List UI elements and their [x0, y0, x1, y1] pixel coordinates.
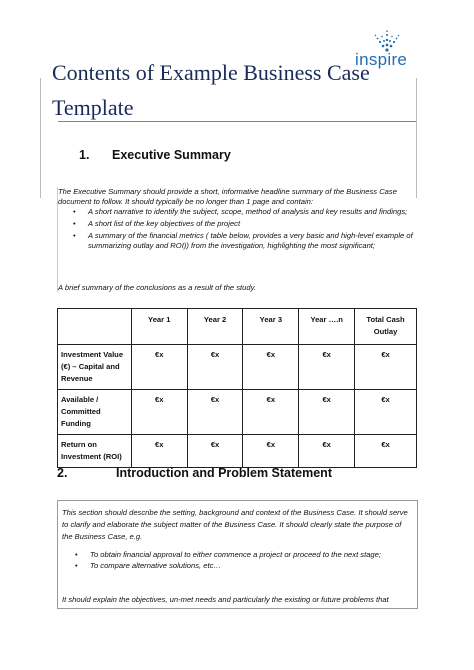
- section-1-heading: [79, 148, 231, 162]
- table-cell: €x: [131, 435, 187, 468]
- table-header-row: [58, 309, 417, 345]
- executive-summary-conclusion: A brief summary of the conclusions as a result of the study.: [58, 283, 256, 292]
- table-header-cell: Year ….n: [299, 309, 355, 345]
- table-cell: €x: [131, 390, 187, 435]
- introduction-body: [57, 500, 418, 609]
- list-item: • To compare alternative solutions, etc…: [75, 561, 221, 570]
- table-row: [58, 390, 417, 435]
- row-label: Investment Value (€) – Capital and Revenue: [58, 345, 132, 390]
- table-cell: €x: [355, 345, 417, 390]
- list-item: • A summary of the financial metrics ( table below, provides a very basic and high-level example of summarizing outlay and ROI)) from the investigation, highlighting the most significant;: [73, 231, 413, 250]
- table-cell: €x: [243, 345, 299, 390]
- table-cell: €x: [299, 390, 355, 435]
- table-cell: €x: [299, 345, 355, 390]
- section-1-title: Executive Summary: [112, 148, 231, 162]
- logo-text: inspire: [355, 50, 408, 69]
- financial-metrics-table: [57, 308, 417, 468]
- introduction-bullets: [58, 549, 414, 571]
- introduction-closing: It should explain the objectives, un-met needs and particularly the existing or future problems that: [62, 595, 389, 604]
- table-row: [58, 345, 417, 390]
- list-item: • A short narrative to identify the subject, scope, method of analysis and key results and findings;: [73, 207, 408, 216]
- row-label: Available / Committed Funding: [58, 390, 132, 435]
- table-cell: €x: [243, 435, 299, 468]
- executive-summary-body: [57, 187, 417, 292]
- table-header-cell: Year 3: [243, 309, 299, 345]
- table-header-cell: Year 2: [187, 309, 243, 345]
- table-cell: €x: [299, 435, 355, 468]
- table-header-cell: Total Cash Outlay: [355, 309, 417, 345]
- document-title-line-2: Template: [52, 95, 134, 120]
- section-1-number: 1.: [79, 148, 90, 162]
- document-title-line-1: Contents of Example Business Case: [52, 60, 370, 85]
- list-item: • A short list of the key objectives of the project: [73, 219, 241, 228]
- title-divider: [58, 121, 416, 122]
- table-cell: €x: [243, 390, 299, 435]
- table-cell: €x: [131, 345, 187, 390]
- list-item: • To obtain financial approval to either commence a project or proceed to the next stage;: [75, 550, 381, 559]
- table-cell: €x: [187, 390, 243, 435]
- section-2-title: Introduction and Problem Statement: [116, 466, 332, 480]
- table-cell: €x: [355, 390, 417, 435]
- executive-summary-intro: The Executive Summary should provide a short, informative headline summary of the Business Case document to follow. It should typically be no longer than 1 page and contain:: [58, 187, 397, 206]
- row-label: Return on Investment (ROI): [58, 435, 132, 468]
- introduction-intro: This section should describe the setting, background and context of the Business Case. It should serve to clarify and elaborate the subject matter of the Business Case. It should clearly state the purpose of the Business Case, e.g.: [62, 508, 408, 541]
- table-cell: €x: [187, 435, 243, 468]
- executive-summary-bullets: [58, 205, 420, 251]
- table-header-cell: [58, 309, 132, 345]
- table-cell: €x: [187, 345, 243, 390]
- section-2-heading: [57, 466, 332, 480]
- table-row: [58, 435, 417, 468]
- dotted-burst-icon: [373, 30, 401, 52]
- table-header-cell: Year 1: [131, 309, 187, 345]
- section-2-number: 2.: [57, 466, 68, 480]
- table-cell: €x: [355, 435, 417, 468]
